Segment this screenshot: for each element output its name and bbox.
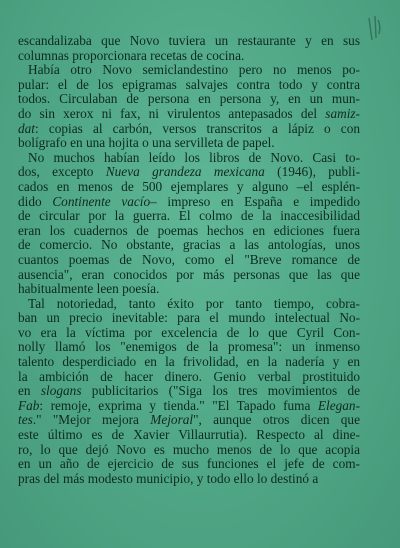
paragraph bbox=[18, 151, 360, 297]
text-line: Había otro Novo semiclandestino pero no menos po- bbox=[28, 62, 360, 78]
paragraph bbox=[18, 63, 360, 151]
text-line: cados en menos de 500 ejemplares y alguno –el esplén- bbox=[18, 178, 360, 194]
text-line: dat: copias al carbón, versos transcritos a lápiz o con bbox=[18, 120, 360, 136]
text-line: ausencia", eran conocidos por más personas que las que bbox=[18, 266, 360, 282]
text-line: nolly llamó los "enemigos de la promesa": un inmenso bbox=[18, 339, 360, 355]
text-line: Tal notoriedad, tanto éxito por tanto tiempo, cobra- bbox=[28, 295, 360, 311]
text-line: en un año de ejercicio de sus funciones el jefe de com- bbox=[18, 456, 360, 472]
text-line: Fab: remoje, exprima y tienda." "El Tapado fuma Elegan- bbox=[18, 397, 360, 413]
text-line: dido Continente vacío– impreso en España e impedido bbox=[18, 193, 361, 209]
text-line: de comercio. No obstante, gracias a las antologías, unos bbox=[18, 237, 360, 253]
text-line: cuantos poemas de Novo, como el "Breve romance de bbox=[18, 251, 360, 267]
text-line: habitualmente leen poesía. bbox=[18, 281, 160, 297]
paragraph bbox=[18, 34, 360, 63]
text-line: la ambición de hacer dinero. Genio verbal prostituido bbox=[18, 368, 360, 384]
text-line: este último es de Xavier Villaurrutia). Respecto al dine- bbox=[18, 427, 360, 443]
text-line: vo era la víctima por excelencia de lo que Cyril Con- bbox=[18, 324, 360, 340]
text-line: escandalizaba que Novo tuviera un restaurante y en sus bbox=[18, 33, 360, 48]
text-line: ban un precio inevitable: para el mundo intelectual No- bbox=[18, 310, 360, 326]
text-line: todos. Circulaban de persona en persona y, en un mun- bbox=[18, 91, 360, 107]
text-line: pular: el de los epigramas salvajes contra todo y contra bbox=[18, 76, 360, 92]
text-line: dos, excepto Nueva grandeza mexicana (1946), publi- bbox=[18, 164, 360, 180]
text-line: columnas proporcionara recetas de cocina. bbox=[18, 47, 245, 63]
text-line: pras del más modesto municipio, y todo ello lo destinó a bbox=[18, 470, 319, 486]
paragraph bbox=[18, 297, 360, 487]
text-line: talento desperdiciado en la frivolidad, en la nadería y en bbox=[18, 354, 360, 370]
text-line: en slogans publicitarios ("Siga los tres movimientos de bbox=[18, 383, 360, 399]
text-line: ro, lo que dejó Novo es mucho menos de lo que acopia bbox=[18, 441, 360, 457]
text-line: bolígrafo en una hojita o una servilleta de papel. bbox=[18, 135, 275, 151]
handwritten-mark-icon bbox=[366, 14, 384, 44]
text-line: No muchos habían leído los libros de Novo. Casi to- bbox=[28, 149, 360, 165]
body-text bbox=[18, 34, 360, 486]
text-line: do sin xerox ni fax, ni virulentos antepasados del samiz- bbox=[18, 105, 360, 121]
text-line: tes." "Mejor mejora Mejoral", aunque otros dicen que bbox=[18, 412, 360, 428]
text-line: eran los cuadernos de poemas hechos en ediciones fuera bbox=[18, 222, 360, 238]
text-line: de circular por la guerra. El colmo de la inaccesibilidad bbox=[18, 208, 360, 224]
